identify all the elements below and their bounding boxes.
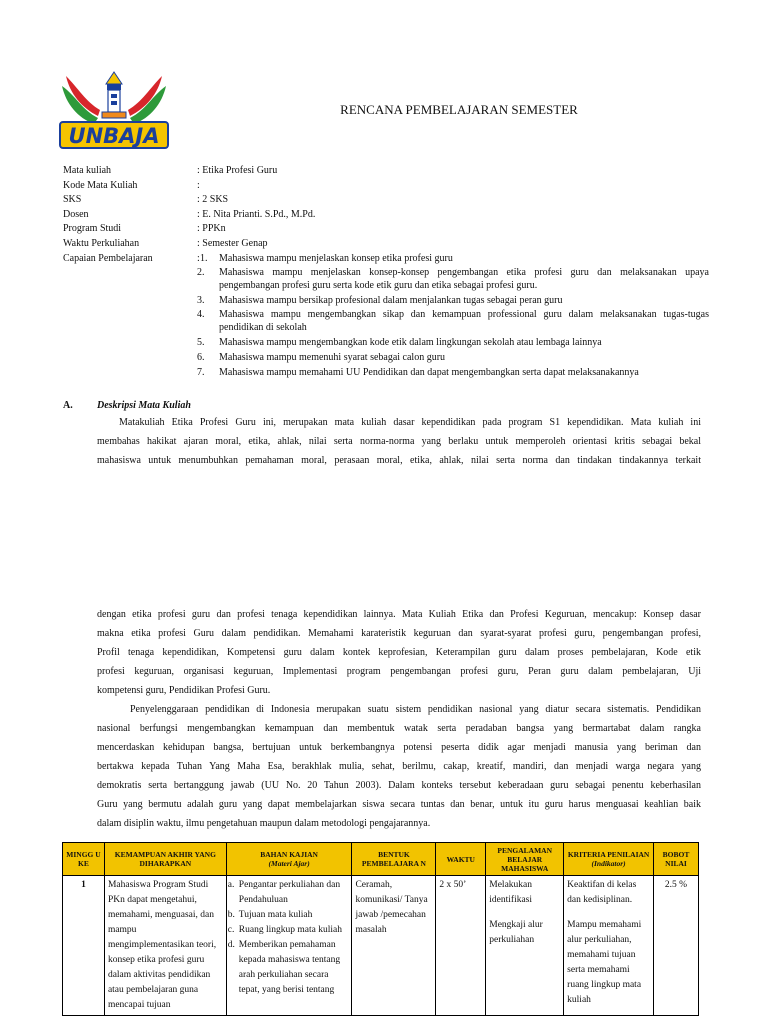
paragraph-line: kompetensi guru, Pendidikan Profesi Guru. xyxy=(97,685,271,696)
header-bahan-kajian: BAHAN KAJIAN (Materi Ajar) xyxy=(226,843,352,876)
header-waktu: WAKTU xyxy=(436,843,486,876)
cell-kemampuan: Mahasiswa Program Studi PKn dapat mengetahui, memahami, menguasai, dan mampu mengimplementasikan teori, konsep etika profesi guru dalam aktivitas pendidikan atau pembelajaran guna mencapai tujuan xyxy=(104,876,226,1016)
cell-kriteria xyxy=(564,876,654,1016)
cell-bahan xyxy=(226,876,352,1016)
meta-value: : Semester Genap xyxy=(197,238,268,249)
meta-label: Mata kuliah xyxy=(63,165,112,176)
paragraph-line: bertakwa kepada Tuhan Yang Maha Esa, berakhlak mulia, sehat, berilmu, cakap, kreatif, mandiri, dan menjadi warga negara yang xyxy=(97,761,701,772)
cell-waktu: 2 x 50’ xyxy=(436,876,486,1016)
meta-label: Program Studi xyxy=(63,223,122,235)
meta-value: : 2 SKS xyxy=(197,194,229,206)
meta-value: : E. Nita Prianti. S.Pd., M.Pd. xyxy=(197,208,316,220)
cell-minggu: 1 xyxy=(63,876,105,1016)
page-title: RENCANA PEMBELAJARAN SEMESTER xyxy=(340,102,578,117)
header-kemampuan: KEMAMPUAN AKHIR YANG DIHARAPKAN xyxy=(104,843,226,876)
meta-label: SKS xyxy=(63,194,82,206)
rps-table xyxy=(62,842,699,1016)
description-paragraph-bottom xyxy=(97,605,701,700)
kriteria-item: Mampu memahami alur perkuliahan, memahami tujuan serta memahami ruang lingkup mata kuliah xyxy=(567,920,642,1005)
bahan-item: c. Ruang lingkup mata kuliah xyxy=(227,925,342,935)
meta-label: Capaian Pembelajaran xyxy=(63,252,153,264)
paragraph-line: dengan etika profesi guru dan profesi tenaga kependidikan lainnya. Mata Kuliah Etika dan Profesi Keguruan, mencakup: Konsep dasar xyxy=(97,609,701,620)
meta-value: : xyxy=(197,179,200,191)
header-minggu: MINGG U KE xyxy=(63,843,105,876)
description-paragraph-top xyxy=(97,413,701,470)
bahan-item: b. Tujuan mata kuliah xyxy=(227,910,313,920)
bahan-item: a. Pengantar perkuliahan dan Pendahuluan xyxy=(227,880,341,905)
header-kriteria: KRITERIA PENILAIAN (Indikator) xyxy=(564,843,654,876)
header-bentuk: BENTUK PEMBELAJARA N xyxy=(352,843,436,876)
paragraph-line: mencerdaskan kehidupan bangsa, bertujuan untuk berkembangnya potensi peserta didik agar menjadi manusia yang beriman dan xyxy=(97,742,701,753)
paragraph-line: Matakuliah Etika Profesi Guru ini, merupakan mata kuliah dasar kependidikan pada program S1 kependidikan. Mata kuliah ini xyxy=(119,417,701,428)
kriteria-item: Keaktifan di kelas dan kedisiplinan. xyxy=(567,880,637,905)
section-a-letter: A. xyxy=(63,400,73,411)
paragraph-line: makna etika profesi Guru dalam pendidikan. Memahami karateristik keguruan dan syarat-syarat profesi guru, pengembangan profesi, xyxy=(97,628,701,639)
paragraph-line: demokratis serta bertanggung jawab (UU No. 20 Tahun 2003). Dalam konteks tersebut keberadaan guru sebagai penentu keberhasilan xyxy=(97,780,701,791)
pengalaman-item: Melakukan identifikasi xyxy=(489,880,533,905)
pengalaman-item: Mengkaji alur perkuliahan xyxy=(489,920,543,945)
logo-text: UNBAJA xyxy=(68,124,160,148)
cell-bobot: 2.5 % xyxy=(654,876,699,1016)
bahan-item: d. Memberikan pemahaman kepada mahasiswa tentang arah perkuliahan secara tepat, yang berisi tentang xyxy=(227,940,341,995)
cell-pengalaman xyxy=(486,876,564,1016)
context-paragraph xyxy=(97,700,701,833)
table-row xyxy=(63,876,699,1016)
paragraph-line: profesi keguruan, organisasi keguruan, Implementasi program pengembangan profesi guru, Peran guru dalam pembelajaran, Uji xyxy=(97,666,701,677)
meta-label: Waktu Perkuliahan xyxy=(63,238,140,249)
paragraph-line: Penyelenggaraan pendidikan di Indonesia merupakan suatu sistem pendidikan nasional yang diatur secara sistematis. Pendidikan xyxy=(130,704,701,715)
capaian-list: 1. Mahasiswa mampu menjelaskan konsep etika profesi guru 2. Mahasiswa mampu menjelaskan konsep-konsep pengembangan etika profesi guru dan melaksanakan upaya pengembangan profesi guru serta kode etik guru dan etika sebagai profesi guru. 3. Mahasiswa mampu bersikap profesional dalam menjalankan tugas sebagai peran guru 4. Mahasiswa mampu mengembangkan sikap dan kemampuan professional guru dalam melaksanakan tugas-tugas pendidikan di sekolah 5. Mahasiswa mampu mengembangkan kode etik dalam lingkungan sekolah atau lembaga lainnya 6. Mahasiswa mampu memenuhi syarat sebagai calon guru 7. Mahasiswa mampu memahami UU Pendidikan dan dapat mengembangkan serta dapat melaksanakannya xyxy=(197,253,709,378)
meta-value: : PPKn xyxy=(197,223,226,235)
meta-label: Kode Mata Kuliah xyxy=(63,179,138,191)
header-bobot: BOBOT NILAI xyxy=(654,843,699,876)
table-header-row xyxy=(63,843,699,876)
paragraph-line: Profil tenaga kependidikan, Kompetensi guru dalam kontek keprofesian, Keterampilan guru dalam proses pembelajaran, Kode etik xyxy=(97,647,701,658)
meta-value: : Etika Profesi Guru xyxy=(197,165,278,176)
section-a-title: Deskripsi Mata Kuliah xyxy=(97,400,191,411)
cell-bentuk: Ceramah, komunikasi/ Tanya jawab /pemecahan masalah xyxy=(352,876,436,1016)
paragraph-line: nasional berfungsi mengembangkan kemampuan dan membentuk watak serta peradaban bangsa yang bermartabat dalam rangka xyxy=(97,723,701,734)
paragraph-line: dalam disiplin waktu, ilmu pengetahuan maupun dalam metodologi pengajarannya. xyxy=(97,818,431,829)
paragraph-line: mahasiswa untuk menumbuhkan pemahaman moral, perasaan moral, etika, ahlak, nilai serta norma dan tindakan tindakannya terkait xyxy=(97,455,701,466)
header-pengalaman: PENGALAMAN BELAJAR MAHASISWA xyxy=(486,843,564,876)
meta-label: Dosen xyxy=(63,208,89,220)
meta-value: : xyxy=(197,252,200,264)
paragraph-line: membahas hakikat ajaran moral, etika, ahlak, nilai serta norma-norma yang berlaku untuk memperoleh orientasi kritis sebagai bekal xyxy=(97,436,701,447)
paragraph-line: Guru yang bermutu adalah guru yang dapat membelajarkan siswa secara tuntas dan benar, untuk itu guru harus menguasai keahlian baik xyxy=(97,799,701,810)
